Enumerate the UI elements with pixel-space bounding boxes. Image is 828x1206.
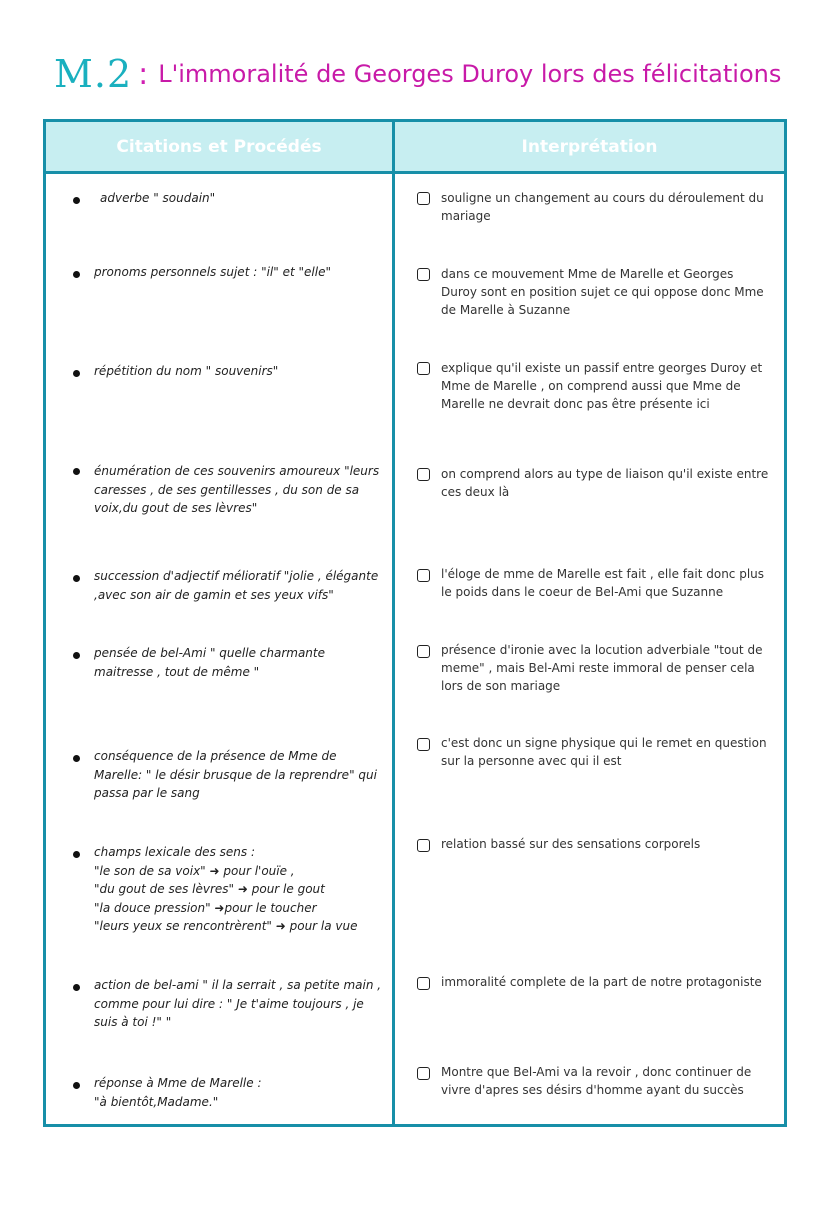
- interpretation-9: immoralité complete de la part de notre protagoniste: [441, 975, 762, 989]
- bullet-icon: [73, 197, 80, 204]
- bullet-icon: [73, 575, 80, 582]
- citation-6: pensée de bel-Ami " quelle charmante maitresse , tout de même ": [94, 646, 325, 679]
- citation-4: énumération de ces souvenirs amoureux "leurs caresses , de ses gentillesses , du son de sa voix,du gout de ses lèvres": [94, 464, 380, 515]
- page-title: [54, 52, 781, 96]
- checkbox-3[interactable]: [417, 362, 430, 375]
- title-colon: :: [138, 56, 149, 92]
- checkbox-5[interactable]: [417, 569, 430, 582]
- bullet-icon: [73, 755, 80, 762]
- checkbox-1[interactable]: [417, 192, 430, 205]
- analysis-table: [43, 119, 787, 1127]
- citation-5: succession d'adjectif mélioratif "jolie , élégante ,avec son air de gamin et ses yeux vifs": [94, 569, 379, 602]
- interpretation-3: explique qu'il existe un passif entre georges Duroy et Mme de Marelle , on comprend aussi que Mme de Marelle ne devrait donc pas être présente ici: [441, 361, 763, 411]
- checkbox-10[interactable]: [417, 1067, 430, 1080]
- interpretation-6: présence d'ironie avec la locution adverbiale "tout de meme" , mais Bel-Ami reste immoral de penser cela lors de son mariage: [441, 643, 763, 693]
- interpretation-5: l'éloge de mme de Marelle est fait , elle fait donc plus le poids dans le coeur de Bel-Ami que Suzanne: [441, 567, 765, 599]
- citation-3: répétition du nom " souvenirs": [94, 364, 279, 378]
- citation-10: réponse à Mme de Marelle : "à bientôt,Madame.": [94, 1076, 262, 1109]
- checkbox-9[interactable]: [417, 977, 430, 990]
- interpretation-8: relation bassé sur des sensations corporels: [441, 837, 701, 851]
- interpretation-10: Montre que Bel-Ami va la revoir , donc continuer de vivre d'apres ses désirs d'homme ayant du succès: [441, 1065, 752, 1097]
- bullet-icon: [73, 468, 80, 475]
- checkbox-4[interactable]: [417, 468, 430, 481]
- bullet-icon: [73, 271, 80, 278]
- title-text: L'immoralité de Georges Duroy lors des félicitations: [158, 60, 782, 88]
- header-interpretation: Interprétation: [395, 122, 784, 174]
- citation-8: champs lexicale des sens : "le son de sa voix" ➜ pour l'ouïe , "du gout de ses lèvres" ➜ pour le gout "la douce pression" ➜pour le toucher "leurs yeux se rencontrèrent" ➜ pour la vue: [94, 845, 358, 933]
- header-citations: Citations et Procédés: [46, 122, 392, 174]
- citation-9: action de bel-ami " il la serrait , sa petite main , comme pour lui dire : " Je t'aime toujours , je suis à toi !" ": [94, 978, 382, 1029]
- bullet-icon: [73, 1082, 80, 1089]
- interpretation-1: souligne un changement au cours du déroulement du mariage: [441, 191, 764, 223]
- checkbox-2[interactable]: [417, 268, 430, 281]
- interpretation-2: dans ce mouvement Mme de Marelle et Georges Duroy sont en position sujet ce qui oppose donc Mme de Marelle à Suzanne: [441, 267, 764, 317]
- citation-7: conséquence de la présence de Mme de Marelle: " le désir brusque de la reprendre" qui passa par le sang: [94, 749, 377, 800]
- interpretation-7: c'est donc un signe physique qui le remet en question sur la personne avec qui il est: [441, 736, 767, 768]
- checkbox-7[interactable]: [417, 738, 430, 751]
- bullet-icon: [73, 984, 80, 991]
- bullet-icon: [73, 851, 80, 858]
- checkbox-8[interactable]: [417, 839, 430, 852]
- column-divider: [392, 122, 395, 1124]
- interpretation-4: on comprend alors au type de liaison qu'il existe entre ces deux là: [441, 467, 769, 499]
- bullet-icon: [73, 652, 80, 659]
- citation-2: pronoms personnels sujet : "il" et "elle": [94, 265, 331, 279]
- bullet-icon: [73, 370, 80, 377]
- checkbox-6[interactable]: [417, 645, 430, 658]
- citation-1: adverbe " soudain": [100, 191, 216, 205]
- section-code: M.2: [54, 52, 133, 96]
